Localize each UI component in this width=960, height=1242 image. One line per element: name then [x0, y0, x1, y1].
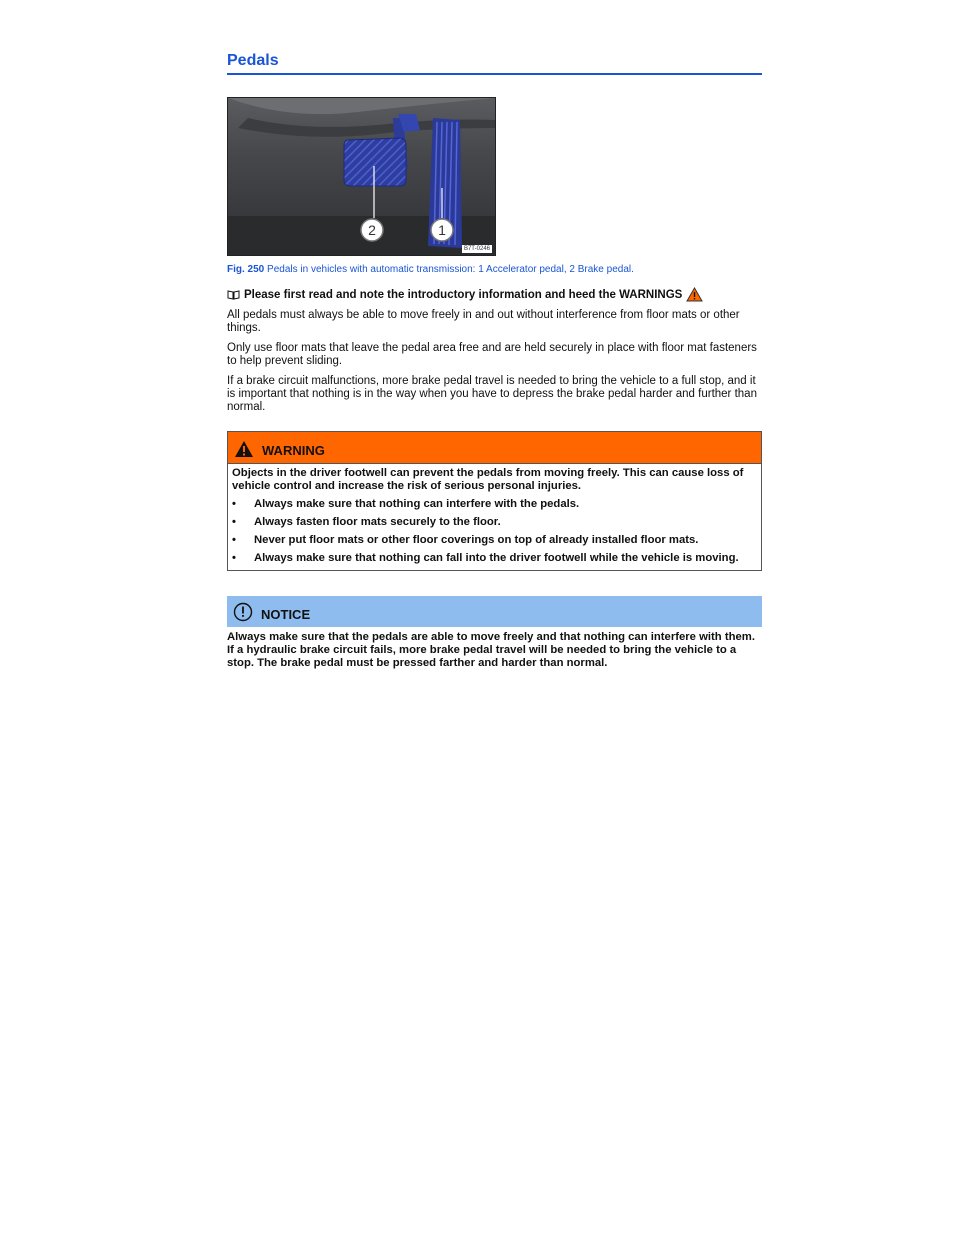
- figure-number: Fig. 250: [227, 264, 265, 275]
- warning-body: [228, 464, 761, 570]
- callout-label-2: 2: [368, 222, 376, 238]
- page-title: Pedals: [227, 52, 762, 75]
- book-icon: [227, 290, 240, 300]
- warning-bullet-text: Never put floor mats or other floor coverings on top of already installed floor mats.: [254, 534, 699, 546]
- warning-title: WARNING: [262, 443, 325, 458]
- warning-text: Objects in the driver footwell can prevent the pedals from moving freely. This can cause loss of vehicle control and increase the risk of serious personal injuries.: [232, 467, 744, 492]
- warning-bullet-text: Always fasten floor mats securely to the floor.: [254, 516, 501, 528]
- warning-bullet-text: Always make sure that nothing can interfere with the pedals.: [254, 498, 580, 510]
- figure-caption-text: Pedals in vehicles with automatic transmission: 1 Accelerator pedal, 2 Brake pedal.: [267, 264, 634, 275]
- list-item: • Always make sure that nothing can fall into the driver footwell while the vehicle is moving.: [232, 552, 739, 564]
- notice-text: Always make sure that the pedals are able to move freely and that nothing can interfere with them. If a hydraulic brake circuit fails, more brake pedal travel will be needed to bring the vehicle to a stop. The brake pedal must be pressed farther and harder than normal.: [227, 631, 755, 669]
- figure-code: B7T-0246: [463, 246, 490, 252]
- pedals-figure: [227, 97, 496, 256]
- figure-caption: [227, 264, 762, 275]
- list-item: • Never put floor mats or other floor coverings on top of already installed floor mats.: [232, 534, 699, 546]
- list-item: • Always fasten floor mats securely to the floor.: [232, 516, 501, 528]
- warning-box: [227, 431, 762, 571]
- intro-text: Please first read and note the introductory information and heed the WARNINGS: [244, 288, 683, 301]
- notice-exclamation-icon: [233, 602, 253, 622]
- notice-header: [227, 596, 762, 627]
- paragraph-1: All pedals must always be able to move freely in and out without interference from floor mats or other things.: [227, 309, 740, 334]
- callout-accelerator: [431, 219, 453, 241]
- pedals-illustration: [228, 98, 495, 255]
- callout-brake: [361, 219, 383, 241]
- warning-bullet-text: Always make sure that nothing can fall into the driver footwell while the vehicle is moving.: [254, 552, 739, 564]
- paragraph-3: If a brake circuit malfunctions, more brake pedal travel is needed to bring the vehicle to a full stop, and it is important that nothing is in the way when you have to depress the brake pedal harder and further than normal.: [227, 375, 757, 413]
- callout-label-1: 1: [438, 222, 446, 238]
- intro-line: [227, 287, 762, 302]
- warning-triangle-icon: [234, 440, 254, 458]
- warning-triangle-icon[interactable]: [686, 287, 703, 302]
- warning-header: [228, 432, 761, 464]
- warning-list: [232, 498, 757, 565]
- page: [227, 52, 762, 670]
- list-item: • Always make sure that nothing can interfere with the pedals.: [232, 498, 580, 510]
- notice-title: NOTICE: [261, 607, 311, 622]
- paragraph-2: Only use floor mats that leave the pedal area free and are held securely in place with floor mat fasteners to help prevent sliding.: [227, 342, 757, 367]
